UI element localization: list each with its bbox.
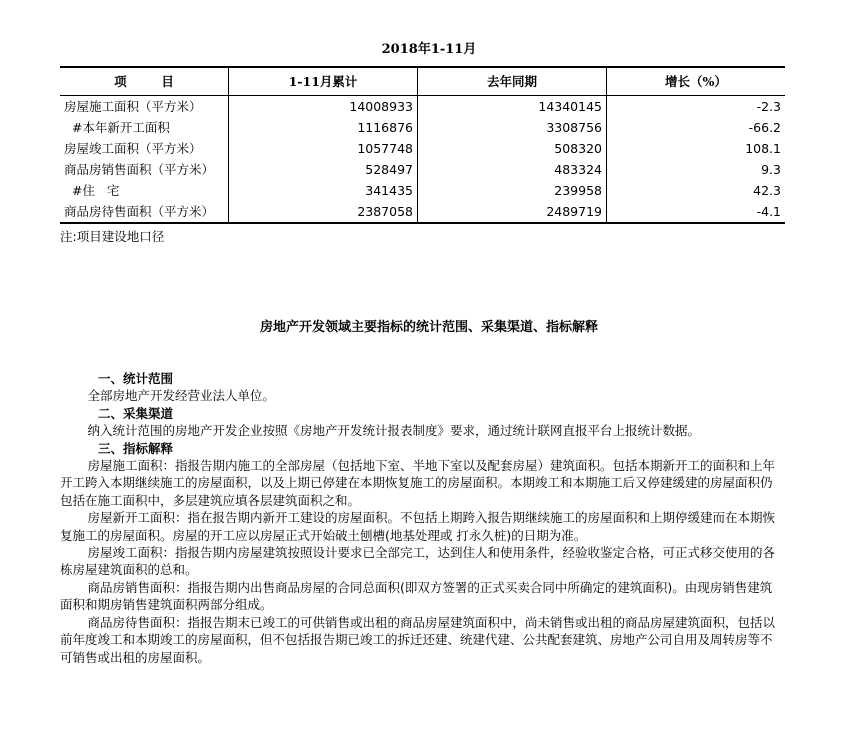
- row-value: 483324: [418, 159, 607, 180]
- explanation-text: [60, 370, 778, 666]
- row-value: -2.3: [756, 99, 781, 114]
- table-row: [60, 159, 785, 180]
- row-value: 528497: [229, 159, 418, 180]
- table-row: [60, 201, 785, 223]
- paragraph: 房屋新开工面积：指在报告期内新开工建设的房屋面积。不包括上期跨入报告期继续施工的房屋面积和上期停缓建而在本期恢复施工的房屋面积。房屋的开工应以房屋正式开始破土刨槽(地基处理或 打永久桩)的日期为准。: [60, 510, 776, 543]
- row-value: 42.3: [753, 183, 781, 198]
- row-value: 2387058: [229, 201, 418, 223]
- row-value: 1057748: [229, 138, 418, 159]
- header-last-year: 去年同期: [418, 67, 607, 96]
- row-value: 1116876: [229, 117, 418, 138]
- paragraph: 房屋竣工面积：指报告期内房屋建筑按照设计要求已全部完工，达到住人和使用条件，经验收鉴定合格，可正式移交使用的各栋房屋建筑面积的总和。: [60, 545, 776, 578]
- row-value: 108.1: [745, 141, 781, 156]
- paragraph: 商品房销售面积：指报告期内出售商品房屋的合同总面积(即双方签署的正式买卖合同中所确定的建筑面积)。由现房销售建筑面积和期房销售建筑面积两部分组成。: [60, 579, 773, 613]
- row-label: #本年新开工面积: [60, 117, 229, 138]
- row-label: 商品房销售面积（平方米）: [60, 159, 229, 180]
- section-heading: 一、统计范围: [98, 371, 174, 386]
- row-value: 239958: [418, 180, 607, 201]
- row-value: 2489719: [418, 201, 607, 223]
- header-growth: 增长（%）: [607, 67, 786, 96]
- paragraph: 商品房待售面积：指报告期末已竣工的可供销售或出租的商品房屋建筑面积中，尚未销售或出租的商品房屋建筑面积，包括以前年度竣工和本期竣工的房屋面积，但不包括报告期已竣工的拆迁还建、统建代建、公共配套建筑、房地产公司自用及周转房等不可销售或出租的房屋面积。: [60, 614, 776, 665]
- row-value: -66.2: [748, 120, 781, 135]
- header-item: 项 目: [60, 67, 229, 96]
- paragraph: 全部房地产开发经营业法人单位。: [87, 388, 276, 404]
- row-label: 商品房待售面积（平方米）: [60, 201, 229, 223]
- row-value: 508320: [418, 138, 607, 159]
- header-cumulative: 1-11月累计: [229, 67, 418, 96]
- row-value: -4.1: [607, 201, 786, 223]
- row-value: 9.3: [761, 162, 781, 177]
- row-label: 房屋施工面积（平方米）: [60, 96, 229, 118]
- statistics-table: [60, 66, 785, 224]
- row-label: #住 宅: [60, 180, 229, 201]
- section-title: 房地产开发领域主要指标的统计范围、采集渠道、指标解释: [259, 320, 598, 335]
- section-heading: 三、指标解释: [98, 440, 174, 456]
- table-note: 注:项目建设地口径: [60, 229, 165, 244]
- row-label: 房屋竣工面积（平方米）: [60, 138, 229, 159]
- paragraph: 纳入统计范围的房地产开发企业按照《房地产开发统计报表制度》要求，通过统计联网直报平台上报统计数据。: [87, 423, 701, 439]
- row-value: 14008933: [229, 96, 418, 118]
- table-row: [60, 96, 785, 118]
- section-heading: 二、采集渠道: [98, 405, 174, 421]
- row-value: 341435: [229, 180, 418, 201]
- row-value: 14340145: [418, 96, 607, 118]
- paragraph: 房屋施工面积：指报告期内施工的全部房屋（包括地下室、半地下室以及配套房屋）建筑面积。包括本期新开工的面积和上年开工跨入本期继续施工的房屋面积，以及上期已停建在本期恢复施工的房屋面积。本期竣工和本期施工后又停建缓建的房屋面积仍包括在施工面积中，多层建筑应填各层建筑面积之和。: [60, 458, 776, 508]
- table-row: [60, 117, 785, 138]
- period-title: 2018年1-11月: [381, 42, 477, 57]
- table-header-row: [60, 67, 785, 96]
- table-row: [60, 138, 785, 159]
- table-row: [60, 180, 785, 201]
- row-value: 3308756: [418, 117, 607, 138]
